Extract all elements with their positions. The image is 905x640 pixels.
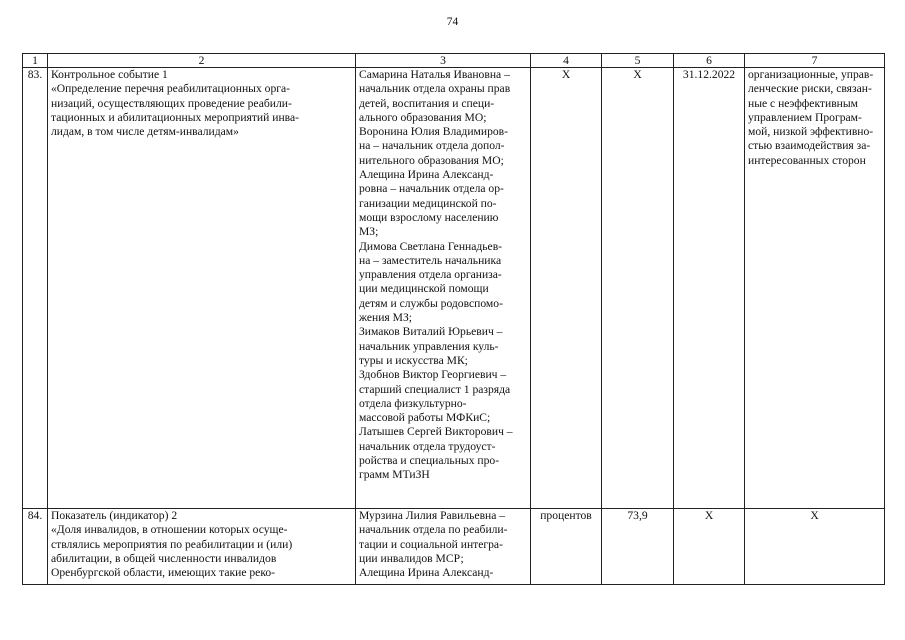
text-line: организационные, управ- [748,68,874,81]
table-row [23,509,885,585]
text-line: начальник отдела по реабили- [359,523,508,537]
text-line: Самарина Наталья Ивановна – [359,68,510,81]
table-row [23,68,885,509]
row-number: 84. [23,509,48,585]
text-line: Здобнов Виктор Георгиевич – [359,368,507,382]
text-line: детей, воспитания и специ- [359,96,495,110]
header-cell: 4 [531,54,602,68]
text-line: нительного образования МО; [359,153,504,167]
text-line: тационных и абилитационных мероприятий инва- [51,110,299,124]
text-line: низаций, осуществляющих проведение реабили- [51,96,292,110]
text-line: ленческие риски, связан- [748,82,872,96]
text-line: «Определение перечня реабилитационных орга- [51,82,290,96]
header-cell: 2 [48,54,356,68]
text-line: Димова Светлана Геннадьев- [359,239,503,253]
header-cell: 5 [602,54,674,68]
text-line: Контрольное событие 1 [51,68,168,81]
text-line: отдела физкультурно- [359,396,467,410]
row-date: 31.12.2022 [674,68,745,509]
text-line: ройства и специальных про- [359,454,500,468]
text-line: ровна – начальник отдела ор- [359,182,504,196]
text-line: интересованных сторон [748,153,866,167]
text-line: детям и службы родовспомо- [359,296,503,310]
text-line: Оренбургской области, имеющих такие реко- [51,566,276,580]
text-line: мощи взрослому населению [359,210,499,224]
row-date: Х [674,509,745,585]
text-line: управления отдела организа- [359,268,502,282]
text-line: лидам, в том числе детям-инвалидам» [51,125,239,139]
text-line: грамм МТиЗН [359,468,430,482]
row-description [48,509,356,585]
text-line: ции медицинской помощи [359,282,489,296]
text-line: Латышев Сергей Викторович – [359,425,513,439]
row-value: 73,9 [602,509,674,585]
text-line: туры и искусства МК; [359,353,468,367]
header-row [23,54,885,68]
header-cell: 3 [356,54,531,68]
header-cell: 7 [745,54,885,68]
text-line: начальник отдела охраны прав [359,82,511,96]
text-line: Алещина Ирина Александ- [359,566,494,580]
row-risks [745,68,885,509]
header-cell: 6 [674,54,745,68]
text-line: мой, низкой эффективно- [748,125,874,139]
text-line: Алещина Ирина Александ- [359,168,494,182]
text-line: «Доля инвалидов, в отношении которых осуще- [51,523,288,537]
text-line: управлением Програм- [748,110,862,124]
row-responsible [356,68,531,509]
text-line: ального образования МО; [359,110,487,124]
text-line: абилитации, в общей численности инвалидов [51,551,277,565]
text-line: Воронина Юлия Владимиров- [359,125,509,139]
text-line: жения МЗ; [359,311,412,325]
text-line: ции инвалидов МСР; [359,551,464,565]
text-line: на – заместитель начальника [359,253,502,267]
row-number: 83. [23,68,48,509]
header-cell: 1 [23,54,48,68]
text-line: массовой работы МФКиС; [359,411,491,425]
page-number: 74 [446,16,459,28]
row-risks [745,509,885,585]
text-line: тации и социальной интегра- [359,537,503,551]
program-table [22,53,885,585]
row-value: Х [602,68,674,509]
text-line: Х [810,509,819,522]
text-line: начальник управления куль- [359,339,499,353]
row-description [48,68,356,509]
text-line: Зимаков Виталий Юрьевич – [359,325,503,339]
text-line: ствлялись мероприятия по реабилитации и (или) [51,537,293,551]
text-line: ные с неэффективным [748,96,858,110]
text-line: МЗ; [359,225,379,239]
text-line: стью взаимодействия за- [748,139,871,153]
text-line: Показатель (индикатор) 2 [51,509,178,522]
text-line: старший специалист 1 разряда [359,382,511,396]
text-line: начальник отдела трудоуст- [359,439,496,453]
text-line: Мурзина Лилия Равильевна – [359,509,506,522]
text-line: на – начальник отдела допол- [359,139,505,153]
row-unit: процентов [531,509,602,585]
row-unit: Х [531,68,602,509]
text-line: ганизации медицинской по- [359,196,497,210]
row-responsible [356,509,531,585]
